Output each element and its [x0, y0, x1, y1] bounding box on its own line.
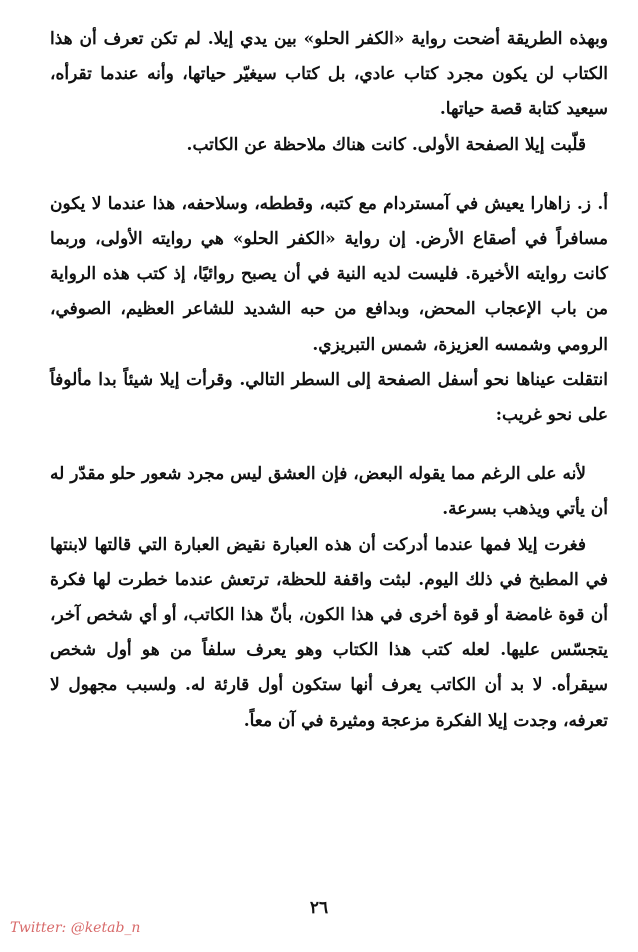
watermark: Twitter: @ketab_n [10, 920, 141, 936]
paragraph: أ. ز. زاهارا يعيش في آمستردام مع كتبه، وقططه، وسلاحفه، هذا عندما لا يكون مسافراً في أصقاع الأرض. إن رواية «الكفر الحلو» هي روايته الأولى، وربما كانت روايته الأخيرة. فليست لديه النية في أن يصبح روائيًا، إذ كتب هذه الرواية من باب الإعجاب المحض، وبدافع من حبه الشديد للشاعر العظيم، الصوفي، الرومي وشمسه العزيزة، شمس التبريزي. [50, 193, 608, 355]
paragraph: فغرت إيلا فمها عندما أدركت أن هذه العبارة نقيض العبارة التي قالتها لابنتها في المطبخ في ذلك اليوم. لبثت واقفة للحظة، ترتعش عندما خطرت لها فكرة أن قوة غامضة أو قوة أخرى في هذا الكون، بأنّ هذا الكاتب، أو أي شخص آخر، يتجسّس عليها. لعله كتب هذا الكتاب وهو يعرف سلفاً من هو أول شخص سيقرأه. لا بد أن الكاتب يعرف أنها ستكون أول قارئة له. ولسبب مجهول لا تعرفه، وجدت إيلا الفكرة مزعجة ومثيرة في آن معاً. [50, 534, 608, 731]
body-text [50, 22, 608, 739]
paragraph-gap [50, 163, 608, 187]
paragraph-gap [50, 433, 608, 457]
paragraph: وبهذه الطريقة أضحت رواية «الكفر الحلو» بين يدي إيلا. لم تكن تعرف أن هذا الكتاب لن يكون مجرد كتاب عادي، بل كتاب سيغيّر حياتها، وأنه عندما تقرأه، سيعيد كتابة قصة حياتها. [50, 29, 608, 120]
paragraph: لأنه على الرغم مما يقوله البعض، فإن العشق ليس مجرد شعور حلو مقدّر له أن يأتي ويذهب بسرعة. [50, 464, 608, 520]
paragraph: انتقلت عيناها نحو أسفل الصفحة إلى السطر التالي. وقرأت إيلا شيئاً بدا مألوفاً على نحو غريب: [50, 369, 608, 426]
page-number: ٢٦ [309, 898, 329, 918]
paragraph: قلّبت إيلا الصفحة الأولى. كانت هناك ملاحظة عن الكاتب. [186, 134, 586, 155]
